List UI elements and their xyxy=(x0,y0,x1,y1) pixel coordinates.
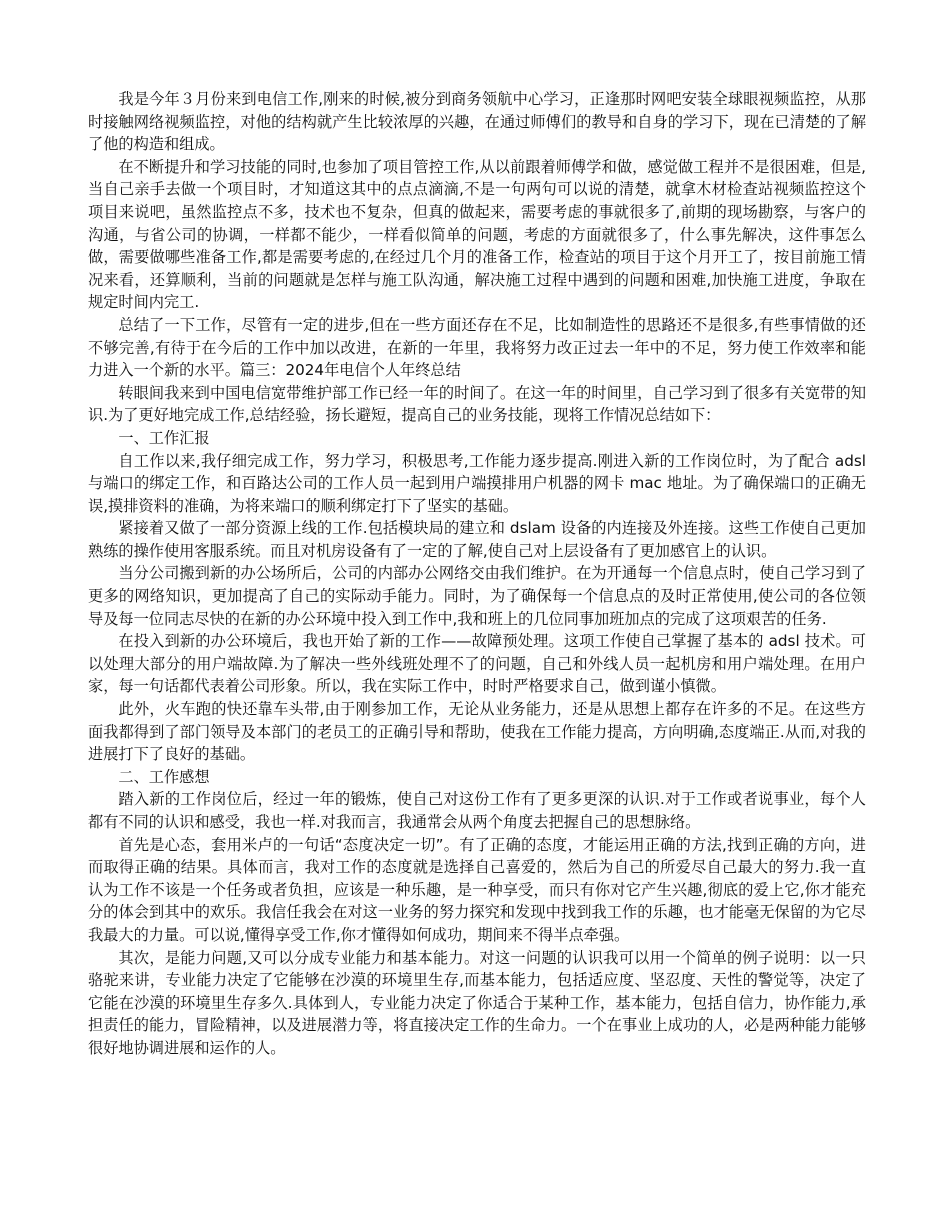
paragraph-dslam: 紧接着又做了一部分资源上线的工作.包括模块局的建立和 dslam 设备的内连接及外连接。这些工作使自己更加熟练的操作使用客服系统。而且对机房设备有了一定的了解,使自己对上层设备有了更加感官上的认识。 xyxy=(88,519,866,560)
paragraph-office-network: 当分公司搬到新的办公场所后，公司的内部办公网络交由我们维护。在为开通每一个信息点时，使自己学习到了更多的网络知识，更加提高了自己的实际动手能力。同时，为了确保每一个信息点的及时正常使用,使公司的各位领导及每一位同志尽快的在新的办公环境中投入到工作中,我和班上的几位同事加班加点的完成了这项艰苦的任务. xyxy=(88,564,866,628)
paragraph-guidance: 此外，火车跑的快还靠车头带,由于刚参加工作，无论从业务能力，还是从思想上都存在许多的不足。在这些方面我都得到了部门领导及本部门的老员工的正确引导和帮助，使我在工作能力提高，方向明确,态度端正.从而,对我的进展打下了良好的基础。 xyxy=(88,700,866,764)
section-heading-work-thoughts: 二、工作感想 xyxy=(118,767,210,786)
paragraph-summary: 总结了一下工作，尽管有一定的进步,但在一些方面还存在不足，比如制造性的思路还不是很多,有些事情做的还不够完善,有待于在今后的工作中加以改进，在新的一年里，我将努力改正过去一年中的不足，努力使工作效率和能力进入一个新的水平。篇三：2024年电信个人年终总结 xyxy=(88,315,866,380)
paragraph-intro: 我是今年３月份来到电信工作,刚来的时候,被分到商务领航中心学习，正逢那时网吧安装全球眼视频监控，从那时接触网络视频监控，对他的结构就产生比较浓厚的兴趣，在通过师傅们的教导和自身的学习下，现在已清楚的了解了他的构造和组成。 xyxy=(88,90,866,154)
paragraph-attitude: 首先是心态，套用米卢的一句话“态度决定一切”。有了正确的态度，才能运用正确的方法,找到正确的方向，进而取得正确的结果。具体而言，我对工作的态度就是选择自己喜爱的，然后为自己的所爱尽自己最大的努力.我一直认为工作不该是一个任务或者负担，应该是一种乐趣，是一种享受，而只有你对它产生兴趣,彻底的爱上它,你才能充分的体会到其中的欢乐。我信任我会在对这一业务的努力探究和发现中找到我工作的乐趣，也才能毫无保留的为它尽我最大的力量。可以说,懂得享受工作,你才懂得如何成功，期间来不得半点牵强。 xyxy=(88,835,866,944)
paragraph-broadband-intro: 转眼间我来到中国电信宽带维护部工作已经一年的时间了。在这一年的时间里，自己学习到了很多有关宽带的知识.为了更好地完成工作,总结经验，扬长避短，提高自己的业务技能，现将工作情况总结如下： xyxy=(88,383,866,425)
paragraph-adsl-binding: 自工作以来,我仔细完成工作，努力学习，积极思考,工作能力逐步提高.刚进入新的工作岗位时，为了配合 adsl 与端口的绑定工作，和百路达公司的工作人员一起到用户端摸排用户机器的网卡 mac 地址。为了确保端口的正确无误,摸排资料的准确，为将来端口的顺利绑定打下了坚实的基础。 xyxy=(88,451,866,515)
section-heading-work-report: 一、工作汇报 xyxy=(118,428,210,447)
document-body xyxy=(88,88,866,1060)
paragraph-ability: 其次，是能力问题,又可以分成专业能力和基本能力。对这一问题的认识我可以用一个简单的例子说明：以一只骆驼来讲，专业能力决定了它能够在沙漠的环境里生存,而基本能力，包括适应度、坚忍度、天性的警觉等，决定了它能在沙漠的环境里生存多久.具体到人，专业能力决定了你适合于某种工作，基本能力，包括自信力，协作能力,承担责任的能力，冒险精神，以及进展潜力等，将直接决定工作的生命力。一个在事业上成功的人，必是两种能力能够很好地协调进展和运作的人。 xyxy=(88,948,866,1057)
paragraph-project-control: 在不断提升和学习技能的同时,也参加了项目管控工作,从以前跟着师傅学和做，感觉做工程并不是很困难，但是,当自己亲手去做一个项目时，才知道这其中的点点滴滴,不是一句两句可以说的清楚，就拿木材检查站视频监控这个项目来说吧，虽然监控点不多，技术也不复杂，但真的做起来，需要考虑的事就很多了,前期的现场勘察，与客户的沟通，与省公司的协调，一样都不能少，一样看似简单的问题，考虑的方面就很多了，什么事先解决，这件事怎么做，需要做哪些准备工作,都是需要考虑的,在经过几个月的准备工作，检查站的项目于这个月开工了，按目前施工情况来看，还算顺利，当前的问题就是怎样与施工队沟通，解决施工过程中遇到的问题和困难,加快施工进度，争取在规定时间内完工. xyxy=(88,157,866,312)
paragraph-new-position: 踏入新的工作岗位后，经过一年的锻炼，使自己对这份工作有了更多更深的认识.对于工作或者说事业，每个人都有不同的认识和感受，我也一样.对我而言，我通常会从两个角度去把握自己的思想脉络。 xyxy=(88,790,866,831)
paragraph-fault-handling: 在投入到新的办公环境后，我也开始了新的工作——故障预处理。这项工作使自己掌握了基本的 adsl 技术。可以处理大部分的用户端故障.为了解决一些外线班处理不了的问题，自己和外线人员一起机房和用户端处理。在用户家，每一句话都代表着公司形象。所以，我在实际工作中，时时严格要求自己，做到谨小慎微。 xyxy=(88,632,866,696)
